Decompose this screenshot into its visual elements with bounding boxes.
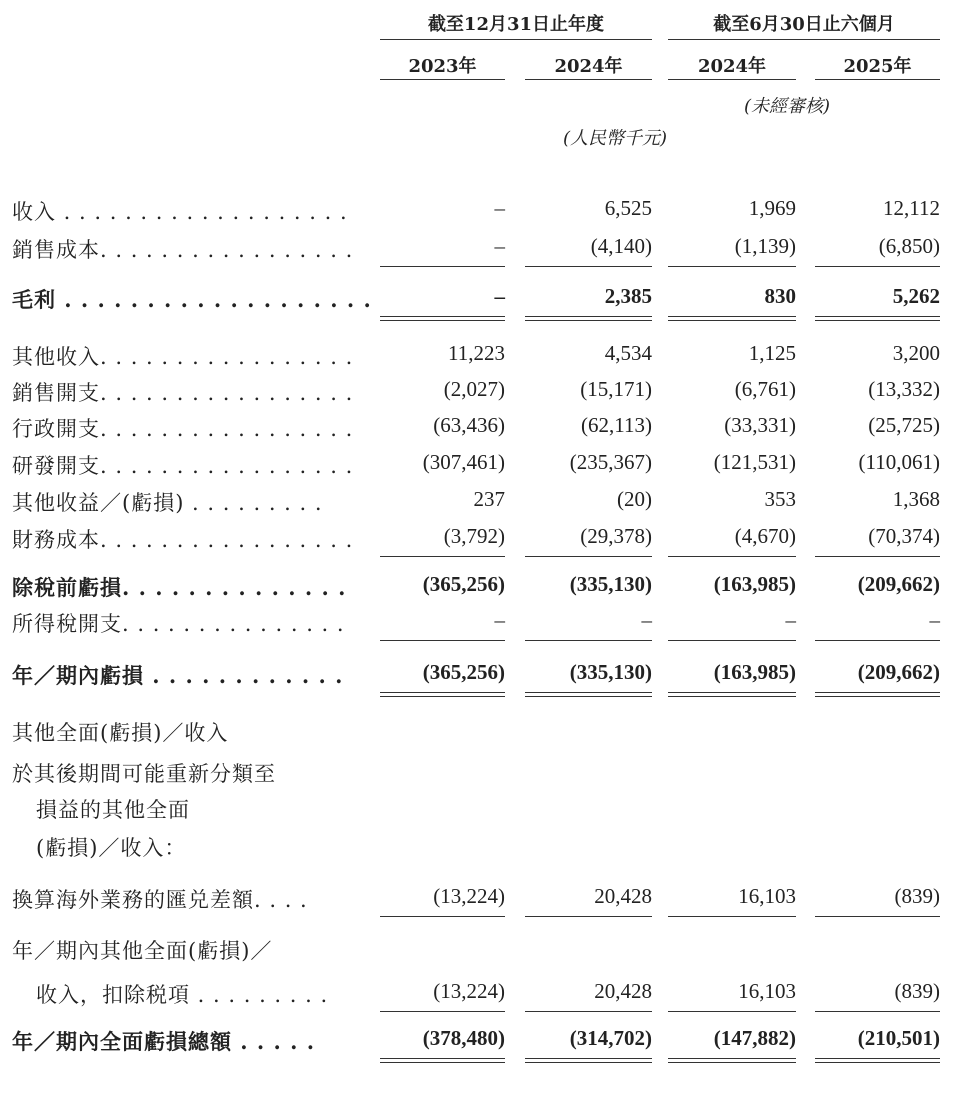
underline — [815, 266, 940, 267]
row-value: (209,662) — [857, 572, 940, 596]
row-value: 11,223 — [448, 341, 505, 365]
double-underline — [668, 316, 796, 321]
year-rule — [380, 79, 505, 80]
row-value: (2,027) — [443, 377, 505, 401]
underline — [380, 916, 505, 917]
row-value: (335,130) — [569, 572, 652, 596]
row-value: 16,103 — [738, 884, 796, 908]
row-label: 換算海外業務的匯兑差額. . . . — [12, 888, 308, 912]
double-underline — [380, 316, 505, 321]
year-header: 2025年 — [843, 56, 912, 77]
row-label: 除稅前虧損. . . . . . . . . . . . . . — [12, 575, 347, 600]
row-value: (335,130) — [569, 660, 652, 684]
year-rule — [668, 79, 796, 80]
row-label: 收入 . . . . . . . . . . . . . . . . . . . — [12, 200, 348, 224]
row-label: 損益的其他全面 — [36, 798, 190, 822]
underline — [525, 640, 652, 641]
row-value: (147,882) — [713, 1026, 796, 1050]
row-value: (307,461) — [422, 450, 505, 474]
underline — [815, 1011, 940, 1012]
row-value: (365,256) — [422, 660, 505, 684]
row-label: 毛利 . . . . . . . . . . . . . . . . . . . — [12, 287, 372, 312]
row-value: 12,112 — [883, 196, 940, 220]
row-value: 20,428 — [594, 884, 652, 908]
header-rule — [668, 39, 940, 40]
row-value: (15,171) — [580, 377, 652, 401]
row-value: 16,103 — [738, 979, 796, 1003]
header-group-year: 截至12月31日止年度 — [427, 14, 605, 35]
row-value: – — [494, 608, 505, 632]
row-value: (839) — [894, 979, 940, 1003]
row-label: 其他收入. . . . . . . . . . . . . . . . . — [12, 345, 354, 369]
currency-note: (人民幣千元) — [563, 128, 668, 149]
row-value: 6,525 — [604, 196, 652, 220]
underline — [668, 266, 796, 267]
row-value: – — [641, 608, 652, 632]
underline — [815, 556, 940, 557]
row-value: 3,200 — [892, 341, 940, 365]
row-value: (110,061) — [858, 450, 940, 474]
underline — [380, 1011, 505, 1012]
underline — [668, 916, 796, 917]
row-value: (163,985) — [713, 572, 796, 596]
underline — [525, 556, 652, 557]
double-underline — [815, 1058, 940, 1063]
underline — [815, 640, 940, 641]
underline — [668, 556, 796, 557]
underline — [668, 1011, 796, 1012]
row-label: 銷售成本. . . . . . . . . . . . . . . . . — [12, 238, 354, 262]
header-group-six-months: 截至6月30日止六個月 — [713, 14, 895, 35]
unaudited-note: (未經審核) — [744, 96, 831, 117]
row-value: (29,378) — [580, 524, 652, 548]
row-value: (4,140) — [590, 234, 652, 258]
underline — [380, 640, 505, 641]
row-label: 其他全面(虧損)／收入 — [12, 721, 229, 745]
row-value: (4,670) — [734, 524, 796, 548]
row-value: (121,531) — [713, 450, 796, 474]
year-rule — [525, 79, 652, 80]
year-rule — [815, 79, 940, 80]
row-value: (378,480) — [422, 1026, 505, 1050]
row-label: 年／期內虧損 . . . . . . . . . . . . — [12, 663, 344, 688]
row-label: 收入，扣除税項 . . . . . . . . . — [36, 983, 329, 1007]
row-label: 於其後期間可能重新分類至 — [12, 762, 276, 786]
row-value: 1,969 — [748, 196, 796, 220]
year-header: 2024年 — [697, 56, 767, 77]
row-value: 830 — [764, 284, 796, 308]
row-value: (25,725) — [868, 413, 940, 437]
year-header: 2024年 — [554, 56, 623, 77]
row-value: 1,368 — [892, 487, 940, 511]
row-value: 1,125 — [748, 341, 796, 365]
row-label: (虧損)／收入： — [36, 836, 187, 860]
double-underline — [525, 316, 652, 321]
row-value: (210,501) — [857, 1026, 940, 1050]
double-underline — [815, 692, 940, 697]
double-underline — [380, 1058, 505, 1063]
row-value: (1,139) — [734, 234, 796, 258]
row-value: (6,850) — [878, 234, 940, 258]
row-value: (314,702) — [569, 1026, 652, 1050]
row-value: 5,262 — [892, 284, 940, 308]
double-underline — [668, 692, 796, 697]
row-label: 研發開支. . . . . . . . . . . . . . . . . — [12, 454, 354, 478]
double-underline — [525, 1058, 652, 1063]
row-value: (13,224) — [433, 979, 505, 1003]
row-value: 20,428 — [594, 979, 652, 1003]
row-value: (62,113) — [581, 413, 652, 437]
row-value: 237 — [473, 487, 505, 511]
row-value: – — [494, 234, 505, 258]
row-value: (235,367) — [569, 450, 652, 474]
double-underline — [525, 692, 652, 697]
row-label: 其他收益／(虧損) . . . . . . . . . — [12, 491, 323, 515]
row-value: (63,436) — [433, 413, 505, 437]
row-value: (70,374) — [868, 524, 940, 548]
row-value: (839) — [894, 884, 940, 908]
row-value: – — [785, 608, 796, 632]
underline — [815, 916, 940, 917]
row-value: (163,985) — [713, 660, 796, 684]
underline — [525, 1011, 652, 1012]
row-label: 銷售開支. . . . . . . . . . . . . . . . . — [12, 381, 354, 405]
row-label: 行政開支. . . . . . . . . . . . . . . . . — [12, 417, 354, 441]
row-value: 353 — [764, 487, 796, 511]
double-underline — [668, 1058, 796, 1063]
underline — [380, 556, 505, 557]
year-header: 2023年 — [408, 56, 477, 77]
row-value: (13,332) — [868, 377, 940, 401]
underline — [380, 266, 505, 267]
row-value: (6,761) — [734, 377, 796, 401]
row-label: 財務成本. . . . . . . . . . . . . . . . . — [12, 528, 354, 552]
row-value: – — [494, 196, 505, 220]
double-underline — [815, 316, 940, 321]
underline — [668, 640, 796, 641]
double-underline — [380, 692, 505, 697]
row-value: (20) — [617, 487, 652, 511]
header-rule — [380, 39, 652, 40]
row-label: 年／期內其他全面(虧損)／ — [12, 939, 273, 963]
row-label: 年／期內全面虧損總額 . . . . . — [12, 1029, 316, 1054]
row-label: 所得稅開支. . . . . . . . . . . . . . . — [12, 612, 345, 636]
underline — [525, 916, 652, 917]
underline — [525, 266, 652, 267]
row-value: – — [494, 284, 505, 308]
row-value: – — [929, 608, 940, 632]
row-value: 2,385 — [604, 284, 652, 308]
row-value: (365,256) — [422, 572, 505, 596]
row-value: 4,534 — [604, 341, 652, 365]
row-value: (33,331) — [724, 413, 796, 437]
row-value: (3,792) — [443, 524, 505, 548]
row-value: (209,662) — [857, 660, 940, 684]
row-value: (13,224) — [433, 884, 505, 908]
